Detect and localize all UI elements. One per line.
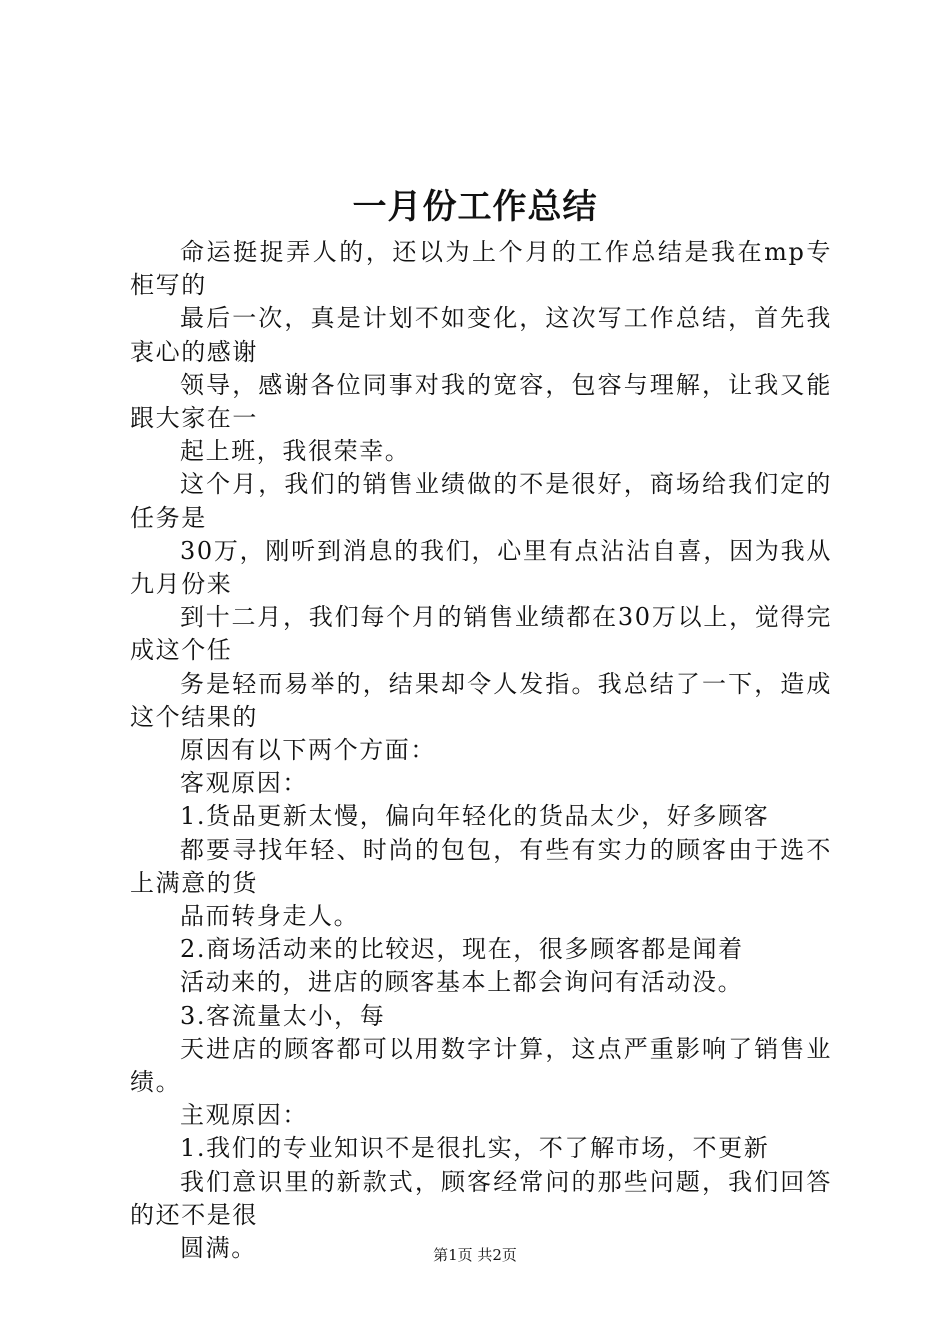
paragraph: 客观原因： bbox=[180, 769, 308, 798]
paragraph: 品而转身走人。 bbox=[180, 902, 360, 931]
paragraph: 都要寻找年轻、时尚的包包，有些有实力的顾客由于选不上满意的货 bbox=[130, 835, 832, 897]
paragraph: 命运挺捉弄人的，还以为上个月的工作总结是我在mp专柜写的 bbox=[130, 238, 832, 300]
paragraph: 3.客流量太小，每 bbox=[180, 1001, 386, 1030]
paragraph: 到十二月，我们每个月的销售业绩都在30万以上，觉得完成这个任 bbox=[130, 603, 832, 665]
paragraph: 领导，感谢各位同事对我的宽容，包容与理解，让我又能跟大家在一 bbox=[130, 370, 832, 433]
paragraph: 我们意识里的新款式，顾客经常问的那些问题，我们回答的还不是很 bbox=[130, 1167, 832, 1229]
paragraph: 30万，刚听到消息的我们，心里有点沾沾自喜，因为我从九月份来 bbox=[130, 536, 832, 599]
paragraph: 活动来的，进店的顾客基本上都会询问有活动没。 bbox=[180, 968, 744, 997]
document-title: 一月份工作总结 bbox=[352, 187, 598, 227]
page-footer: 第1页 共2页 bbox=[433, 1246, 517, 1264]
paragraph: 起上班，我很荣幸。 bbox=[180, 437, 411, 466]
paragraph: 1.货品更新太慢，偏向年轻化的货品太少，好多顾客 bbox=[180, 802, 770, 831]
paragraph: 这个月，我们的销售业绩做的不是很好，商场给我们定的任务是 bbox=[130, 470, 832, 532]
paragraph: 主观原因： bbox=[180, 1101, 308, 1130]
paragraph: 圆满。 bbox=[180, 1234, 257, 1263]
paragraph: 最后一次，真是计划不如变化，这次写工作总结，首先我衷心的感谢 bbox=[130, 304, 832, 366]
paragraph: 2.商场活动来的比较迟，现在，很多顾客都是闻着 bbox=[180, 935, 744, 964]
paragraph: 原因有以下两个方面： bbox=[180, 736, 436, 765]
paragraph: 1.我们的专业知识不是很扎实，不了解市场，不更新 bbox=[180, 1134, 770, 1163]
paragraph: 天进店的顾客都可以用数字计算，这点严重影响了销售业绩。 bbox=[130, 1034, 832, 1097]
document-body bbox=[130, 236, 832, 1265]
paragraph: 务是轻而易举的，结果却令人发指。我总结了一下，造成这个结果的 bbox=[130, 669, 832, 731]
